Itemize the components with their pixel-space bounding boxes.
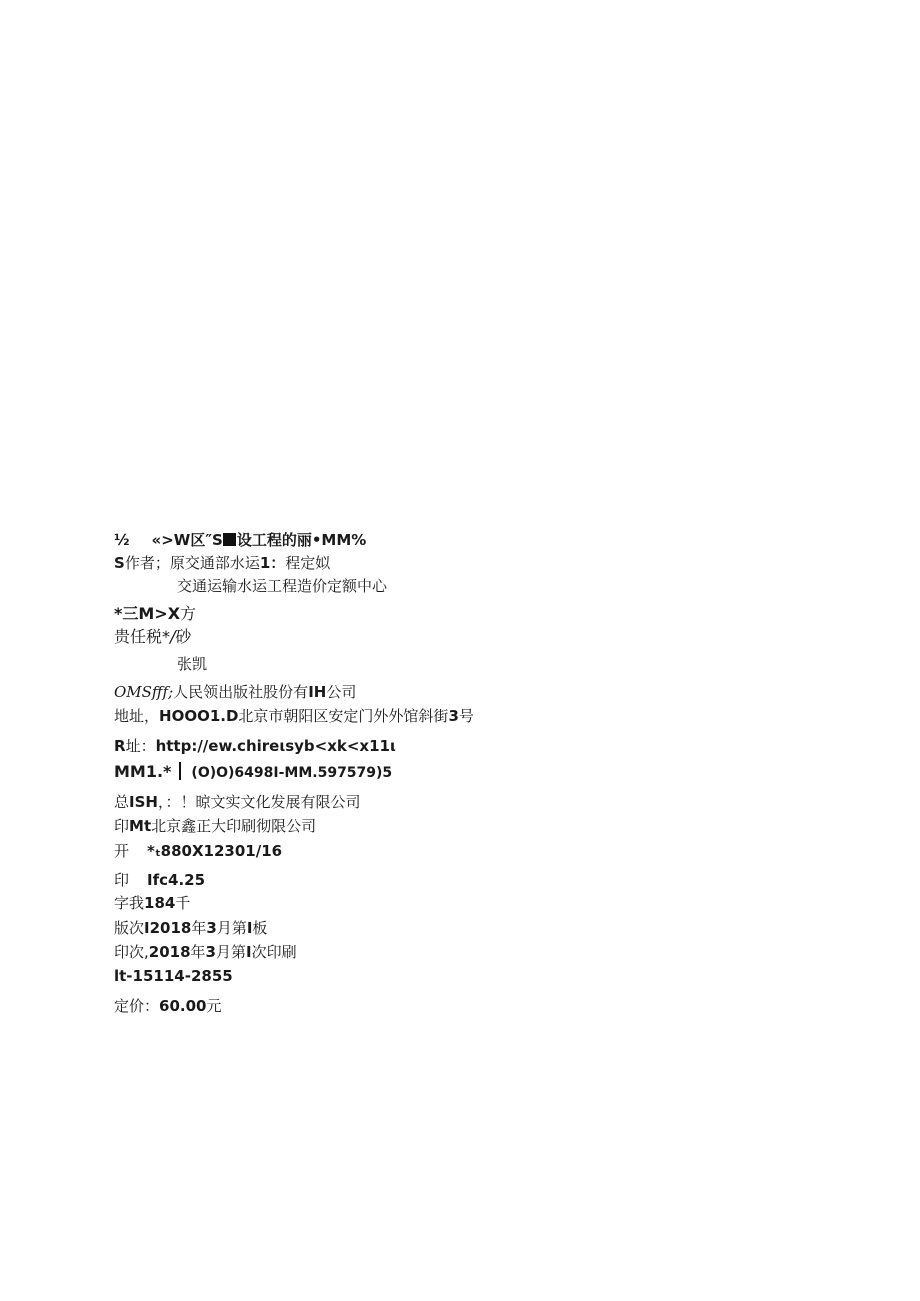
black-square-mark	[223, 533, 236, 546]
isbn-line: lt-15114-2855	[114, 967, 233, 985]
printing-year: 2018	[148, 943, 191, 961]
author-line	[114, 553, 330, 573]
printing-month-unit: 月第	[215, 943, 246, 961]
printing-year-unit: 年	[190, 943, 206, 961]
sheets-line	[114, 870, 205, 890]
address-end: 号	[458, 707, 474, 725]
subtitle-rest: 方	[180, 604, 197, 623]
url-text: http://ew.chireιsyb<xk<x11ι	[155, 737, 396, 755]
url-prefix: R	[114, 737, 126, 755]
printer-line	[114, 816, 316, 836]
edition-suffix: 板	[252, 919, 268, 937]
editor-italic: */	[162, 627, 176, 646]
edition-month-unit: 月第	[216, 919, 247, 937]
printer-label: 印	[114, 817, 130, 835]
url-line	[114, 736, 396, 756]
words-unit: 千	[175, 894, 191, 912]
distributor-bold: ISH	[129, 793, 158, 811]
vertical-bar	[179, 762, 181, 780]
subtitle-line	[114, 604, 196, 624]
price-unit: 元	[206, 997, 222, 1015]
format-value: *ₜ880X12301/16	[147, 842, 283, 860]
printing-suffix: 次印刷	[251, 943, 297, 961]
subtitle-bold: *三M>X	[114, 604, 181, 623]
title-prefix: ½	[114, 531, 130, 549]
printing-label: 印次,	[114, 943, 149, 961]
edition-year-unit: 年	[191, 919, 207, 937]
distributor-label: 总	[114, 793, 130, 811]
distributor-rest: ，：！晾文实文化发展有限公司	[157, 793, 361, 811]
url-label: 址：	[125, 737, 156, 755]
address-code: HOOO1.D	[159, 707, 239, 725]
editor-rest: 砂	[175, 627, 192, 646]
title-text: 设工程的丽•MM%	[236, 531, 367, 549]
author-line-2: 交通运输水运工程造价定额中心	[177, 577, 388, 595]
phone-line	[114, 762, 392, 783]
edition-month: 3	[206, 919, 217, 937]
distributor-line	[114, 792, 360, 812]
printing-line	[114, 942, 297, 962]
author-num: 1：	[259, 554, 286, 572]
publisher-rest: 公司	[326, 683, 357, 701]
address-line	[114, 706, 474, 726]
printer-rest: 北京鑫正大印刷彻限公司	[151, 817, 317, 835]
sheets-label: 印	[114, 871, 130, 889]
publisher-text: 人民领出版社股份有	[173, 683, 309, 701]
publisher-italic: OMSfff;	[114, 683, 174, 701]
printing-month: 3	[205, 943, 216, 961]
format-line	[114, 841, 282, 861]
title-garbled: «>W区″S	[151, 531, 223, 549]
editor-label: 贵任税	[114, 627, 163, 646]
publisher-line	[114, 682, 356, 702]
editor-name: 张凯	[177, 655, 208, 673]
phone-number: (O)O)6498I-MM.597579)5	[191, 765, 393, 781]
address-label: 地址，	[114, 707, 160, 725]
author-label: 作者；原交通部水运	[124, 554, 260, 572]
words-label: 字我	[114, 894, 145, 912]
edition-number: I	[246, 919, 253, 937]
edition-line	[114, 918, 267, 938]
sheets-value: Ifc4.25	[147, 871, 206, 889]
phone-label: MM1.*	[114, 762, 172, 781]
price-line	[114, 996, 221, 1016]
price-value: 60.00	[159, 997, 207, 1015]
words-line	[114, 893, 190, 913]
edition-label: 版次	[114, 919, 145, 937]
author-rest: 程定姒	[285, 554, 331, 572]
printer-bold: Mt	[129, 817, 152, 835]
words-value: 184	[144, 894, 176, 912]
publisher-bold: IH	[308, 683, 327, 701]
printing-number: I	[246, 943, 252, 961]
author-prefix: S	[114, 554, 125, 572]
address-num: 3	[448, 707, 459, 725]
address-text: 北京市朝阳区安定门外外馆斜街	[238, 707, 449, 725]
book-title-line	[114, 530, 366, 550]
edition-year: I2018	[144, 919, 192, 937]
editor-line	[114, 627, 191, 647]
price-label: 定价：	[114, 997, 160, 1015]
format-label: 开	[114, 842, 130, 860]
